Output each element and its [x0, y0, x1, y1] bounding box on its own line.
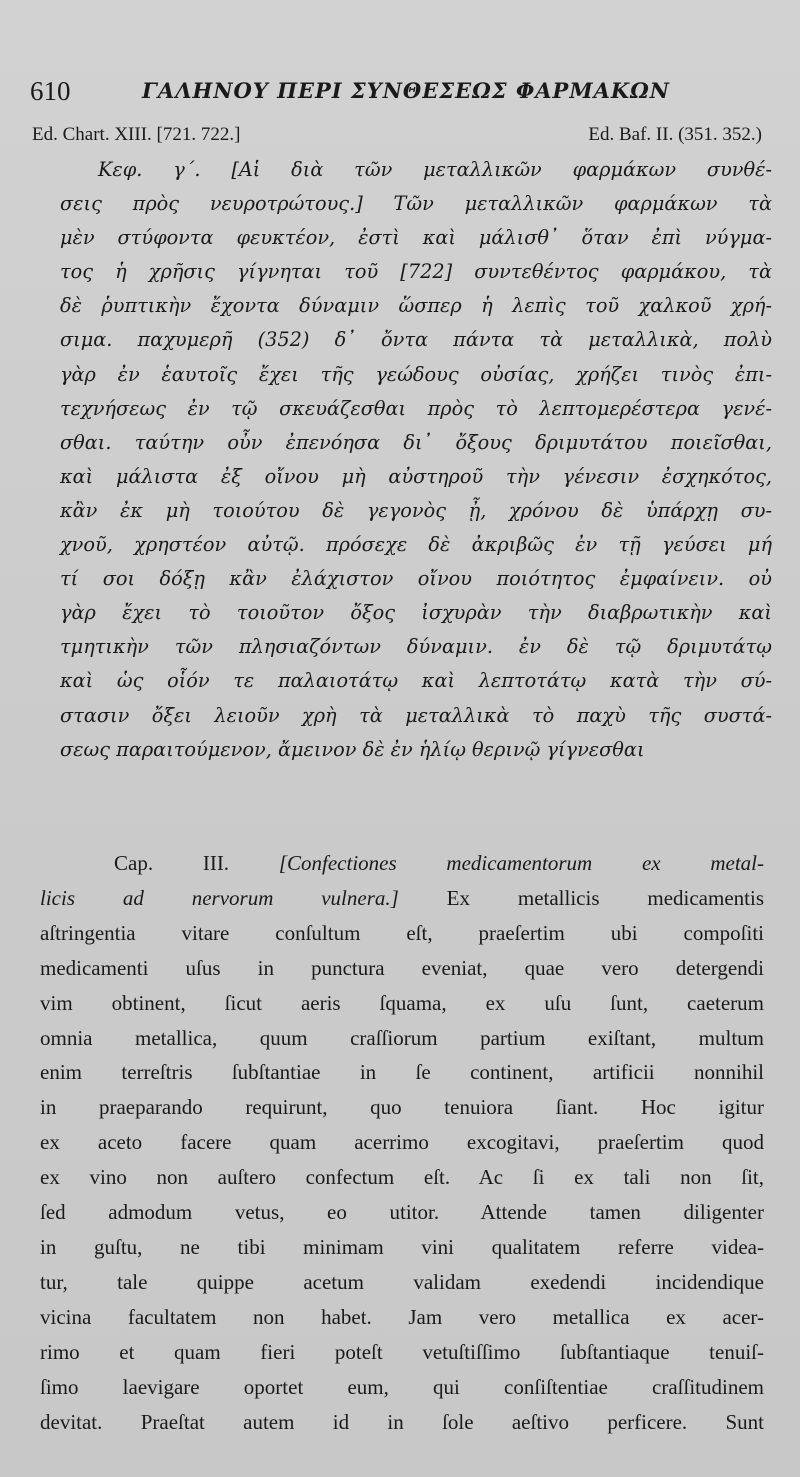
- greek-line: σεις πρὸς νευροτρώτους.] Τῶν μεταλλικῶν φαρμάκων τὰ: [60, 192, 772, 216]
- greek-line: σθαι. ταύτην οὖν ἐπενόησα δι᾽ ὄξους δριμυτάτου ποιεῖσθαι,: [60, 430, 772, 454]
- greek-line: δὲ ῥυπτικὴν ἔχοντα δύναμιν ὥσπερ ἡ λεπὶς τοῦ χαλκοῦ χρή-: [60, 294, 772, 318]
- greek-line: τος ἡ χρῆσις γίγνηται τοῦ [722] συντεθέντος φαρμάκου, τὰ: [60, 260, 772, 284]
- greek-line: στασιν ὄξει λειοῦν χρὴ τὰ μεταλλικὰ τὸ παχὺ τῆς συστά-: [60, 703, 772, 727]
- greek-line: Κεφ. γ΄. [Αἱ διὰ τῶν μεταλλικῶν φαρμάκων συνθέ-: [98, 158, 772, 181]
- greek-line: κἂν ἐκ μὴ τοιούτου δὲ γεγονὸς ᾖ, χρόνου δὲ ὑπάρχῃ συ-: [60, 498, 772, 522]
- latin-line: vicina facultatem non habet. Jam vero metallica ex acer-: [40, 1304, 764, 1329]
- greek-text-block: [60, 153, 772, 767]
- edition-chartier: Ed. Chart. XIII. [721. 722.]: [32, 124, 241, 145]
- chapter-title-continued: licis ad nervorum vulnera.]: [40, 885, 399, 910]
- bleed-through-text: [520, 1438, 780, 1468]
- latin-text-block: [40, 846, 764, 1439]
- greek-line: τί σοι δόξῃ κἂν ἐλάχιστον οἴνου ποιότητος ἐμφαίνειν. οὐ: [60, 567, 772, 591]
- latin-line: in praeparando requirunt, quo tenuiora ſiant. Hoc igitur: [40, 1095, 764, 1120]
- running-title: ΓΑΛΗΝΟΥ ΠΕΡΙ ΣΥΝΘΕΣΕΩΣ ΦΑΡΜΑΚΩΝ: [142, 78, 670, 103]
- latin-line: ex aceto facere quam acerrimo excogitavi, praeſertim quod: [40, 1130, 764, 1155]
- greek-line: μὲν στύφοντα φευκτέον, ἐστὶ καὶ μάλισθ᾽ ὅταν ἐπὶ νύγμα-: [60, 226, 772, 250]
- latin-line: vim obtinent, ſicut aeris ſquama, ex uſu ſunt, caeterum: [40, 990, 764, 1015]
- greek-line: σεως παραιτούμενον, ἄμεινον δὲ ἐν ἡλίῳ θερινῷ γίγνεσθαι: [60, 737, 645, 761]
- greek-line: τεχνήσεως ἐν τῷ σκευάζεσθαι πρὸς τὸ λεπτομερέστερα γενέ-: [60, 396, 772, 420]
- latin-line: enim terreſtris ſubſtantiae in ſe continent, artificii nonnihil: [40, 1060, 764, 1085]
- latin-line: medicamenti uſus in punctura eveniat, quae vero detergendi: [40, 955, 764, 980]
- greek-line: γὰρ ἔχει τὸ τοιοῦτον ὄξος ἰσχυρὰν τὴν διαβρωτικὴν καὶ: [60, 601, 772, 625]
- greek-line: γὰρ ἐν ἑαυτοῖς ἔχει τῆς γεώδους οὐσίας, χρήζει τινὸς ἐπι-: [60, 362, 772, 386]
- latin-line: ſimo laevigare oportet eum, qui conſiſtentiae craſſitudinem: [40, 1374, 764, 1399]
- page-number: 610: [30, 76, 71, 106]
- latin-line: devitat. Praeſtat autem id in ſole aeſtivo perficere. Sunt: [40, 1409, 764, 1434]
- latin-line: tur, tale quippe acetum validam exedendi incidendique: [40, 1269, 764, 1294]
- latin-body-lines: [40, 916, 764, 1440]
- chapter-label: Cap. III.: [114, 851, 230, 875]
- latin-line: aſtringentia vitare conſultum eſt, praeſertim ubi compoſiti: [40, 920, 764, 945]
- chapter-title: [Confectiones medicamentorum ex metal-: [278, 851, 764, 875]
- greek-line: καὶ μάλιστα ἐξ οἴνου μὴ αὐστηροῦ τὴν γένεσιν ἐσχηκότος,: [60, 464, 772, 488]
- latin-line-text: Ex metallicis medicamentis: [446, 885, 764, 910]
- latin-line: [40, 881, 764, 916]
- latin-line: ex vino non auſtero confectum eſt. Ac ſi ex tali non ſit,: [40, 1165, 764, 1190]
- greek-line: καὶ ὡς οἷόν τε παλαιοτάτῳ καὶ λεπτοτάτῳ κατὰ τὴν σύ-: [60, 669, 772, 693]
- latin-line: ſed admodum vetus, eo utitor. Attende tamen diligenter: [40, 1200, 764, 1225]
- edition-basel: Ed. Baf. II. (351. 352.): [588, 124, 762, 145]
- latin-line: [40, 846, 764, 881]
- latin-line: in guſtu, ne tibi minimam vini qualitatem referre videa-: [40, 1234, 764, 1259]
- page-header: [30, 76, 750, 116]
- greek-line: τμητικὴν τῶν πλησιαζόντων δύναμιν. ἐν δὲ τῷ δριμυτάτῳ: [60, 635, 772, 659]
- greek-line: σιμα. παχυμερῆ (352) δ᾽ ὄντα πάντα τὰ μεταλλικὰ, πολὺ: [60, 328, 772, 352]
- greek-line: χνοῦ, χρηστέον αὐτῷ. πρόσεχε δὲ ἀκριβῶς ἐν τῇ γεύσει μή: [60, 533, 772, 557]
- latin-line: rimo et quam fieri poteſt vetuſtiſſimo ſubſtantiaque tenuiſ-: [40, 1339, 764, 1364]
- edition-reference: [32, 124, 762, 154]
- latin-line: omnia metallica, quum craſſiorum partium exiſtant, multum: [40, 1025, 764, 1050]
